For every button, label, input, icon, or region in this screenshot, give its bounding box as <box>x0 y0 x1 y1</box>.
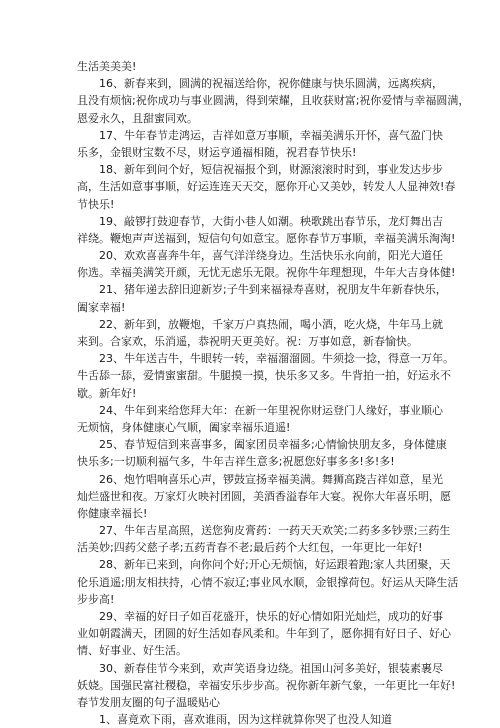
text-line: 恩爱永久，且甜蜜同欢。 <box>77 111 198 125</box>
text-line: 27、牛年吉星高照，送您狗皮膏药：一药天天欢笑;二药多多钞票;三药生 <box>99 524 451 538</box>
text-line: 16、新春来到，圆满的祝福送给你，祝你健康与快乐圆满，远离疾病， <box>99 77 443 91</box>
text-line: 祥绕。鞭炮声声送福到，短信句句如意宝。愿你春节万事顺，幸福美满乐淘淘! <box>77 231 456 245</box>
text-line: 28、新年已来到，向你问个好;开心无烦恼，好运跟着跑;家人共团聚，天 <box>99 558 451 572</box>
text-line: 生活美美美! <box>77 60 137 73</box>
text-line: 24、牛年到来给您拜大年：在新一年里祝你财运登门人缘好，事业顺心 <box>99 403 443 417</box>
text-line: 灿烂盛世和夜。万家灯火映衬团圆，美酒香溢春年大宴。祝你大年喜乐明，愿 <box>77 489 451 503</box>
text-line: 18、新年到问个好，短信祝福报个到，财源滚滚时时到，事业发达步步 <box>99 163 443 177</box>
text-line: 春节发朋友圈的句子温暖贴心 <box>77 695 220 709</box>
text-line: 无烦恼，身体健康心气顺，阖家幸福乐逍遥! <box>77 420 291 434</box>
text-line: 20、欢欢喜喜奔牛年，喜气洋洋绕身边。生活快乐永向前，阳光大道任 <box>99 249 443 263</box>
text-line: 25、春节短信到来喜事多，阖家团员幸福多;心情愉快朋友多，身体健康 <box>99 438 447 452</box>
text-line: 妖娆。国强民富社稷稳，幸福安乐步步高。祝你新年新气象，一年更比一年好! <box>77 678 456 692</box>
text-line: 且没有烦恼;祝你成功与事业圆满，得到荣耀，且收获财富;祝你爱情与幸福圆满， <box>77 94 470 108</box>
text-line: 阖家幸福! <box>77 300 126 314</box>
text-line: 19、敲锣打鼓迎春节，大街小巷人如潮。秧歌跳出春节乐，龙灯舞出吉 <box>99 214 443 228</box>
text-line: 伦乐逍遥;朋友相扶持，心情不寂辽;事业风水顺，金银撑荷包。好运从天降生活 <box>77 575 459 589</box>
text-line: 1、喜竟欢下雨，喜欢谁雨，因为这样就算你哭了也没人知道 <box>99 713 392 727</box>
text-line: 高，生活如意事事顺，好运连连天天交，愿你开心又美妙，转发人人显神效!春 <box>77 180 456 194</box>
text-line: 21、猪年递去辞旧迎新岁;子牛到来福禄寿喜财，祝朋友牛年新春快乐， <box>99 283 447 297</box>
text-line: 步步高! <box>77 592 115 606</box>
text-line: 你选。幸福美满笑开颜，无忧无虑乐无限。祝你牛年理想现，牛年大吉身体健! <box>77 266 456 280</box>
text-line: 歇。新年好! <box>77 386 137 400</box>
text-line: 来到。合家欢，乐消遥，恭祝明天更美好。祝：万事如意，新春愉快。 <box>77 335 418 348</box>
text-line: 快乐多;一切顺利福气多，牛年吉祥生意多;祝愿您好事多多!多!多! <box>77 455 395 469</box>
text-line: 22、新年到，放鞭炮，千家万户真热闹，喝小酒，吃火烧，牛年马上就 <box>99 317 443 331</box>
text-line: 节快乐! <box>77 197 115 211</box>
text-line: 牛舌舔一舔，爱情蜜蜜甜。牛腿摸一摸，快乐多又多。牛背拍一拍，好运永不 <box>77 369 451 383</box>
text-line: 30、新春佳节今来到，欢声笑语身边绕。祖国山河多美好，银装素裹尽 <box>99 661 443 675</box>
text-line: 23、牛年送吉牛，牛眼转一转，幸福溜溜圆。牛须捻一捻，得意一万年。 <box>99 352 454 366</box>
text-line: 17、牛年春节走鸿运，吉祥如意万事顺，幸福美满乐开怀，喜气盈门快 <box>99 128 443 142</box>
text-line: 29、幸福的好日子如百花盛开，快乐的好心情如阳光灿烂，成功的好事 <box>99 610 443 623</box>
text-line: 业如朝霞满天，团圆的好生活如春风柔和。牛年到了，愿你拥有好日子、好心 <box>77 627 451 641</box>
text-line: 活美妙;四药父慈子孝;五药青春不老;最后药个大红包，一年更比一年好! <box>77 541 423 555</box>
text-line: 乐多，金银财宝数不尽，财运亨通福相随，祝君春节快乐! <box>77 145 357 159</box>
text-line: 26、炮竹唱响喜乐心声，锣鼓宣扬幸福美满。舞狮高跷吉祥如意，星光 <box>99 472 443 486</box>
text-line: 情、好事业、好生活。 <box>77 644 187 658</box>
text-line: 你健康幸福长! <box>77 506 148 520</box>
document-body <box>77 58 470 728</box>
